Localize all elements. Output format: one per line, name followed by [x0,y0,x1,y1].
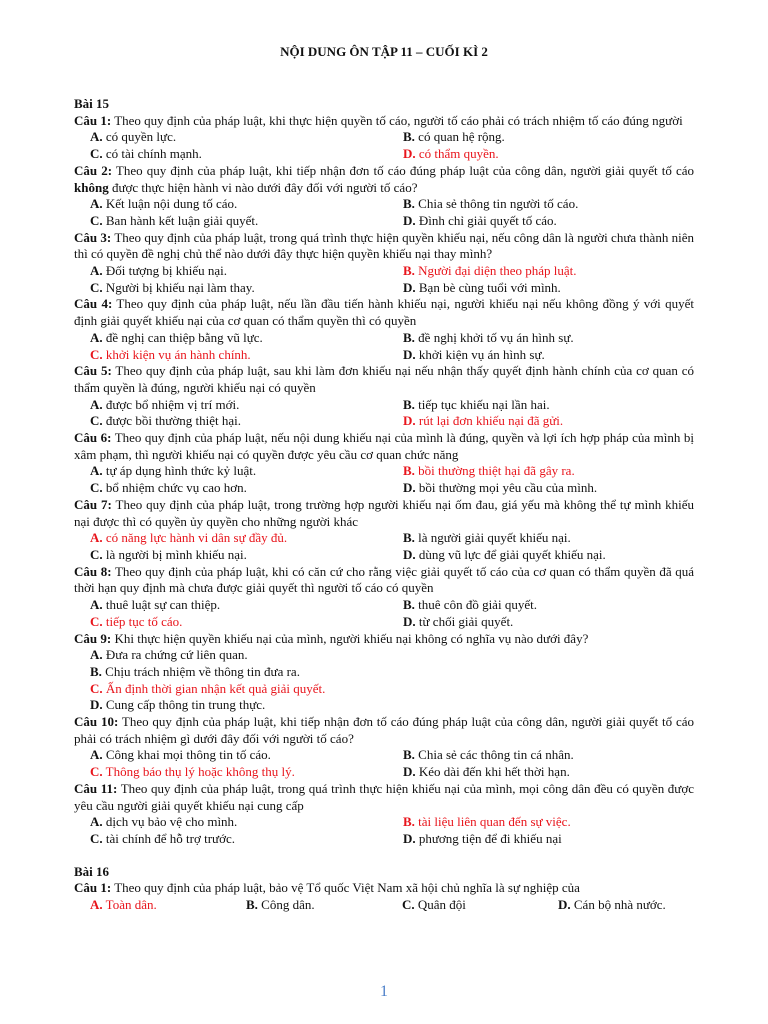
answer-row [74,347,694,364]
option-text: đề nghị khởi tố vụ án hình sự. [414,329,574,345]
option-text: có năng lực hành vi dân sự đầy đủ. [102,530,288,546]
answer-option [403,129,716,146]
question-label: Câu 11: [74,780,118,796]
answer-row [74,814,694,831]
option-text: Công khai mọi thông tin tố cáo. [102,747,271,763]
answer-row [74,764,694,781]
correct-answer-option [403,413,716,430]
option-key: C. [90,279,103,295]
answer-row [74,647,694,664]
question-stem: Khi thực hiện quyền khiếu nại của mình, người khiếu nại không có nghĩa vụ nào dưới đây? [111,630,589,646]
option-text: được bổ nhiệm vị trí mới. [102,396,240,412]
option-text: rút lại đơn khiếu nại đã gửi. [415,413,564,429]
question-text [74,714,694,747]
answer-option [403,547,716,564]
option-text: bổ nhiệm chức vụ cao hơn. [102,480,247,496]
answer-row [74,463,694,480]
option-key: B. [403,814,415,830]
option-text: có quyền lực. [102,129,177,145]
question-label: Câu 7: [74,496,112,512]
question-label: Câu 2: [74,162,113,178]
option-key: B. [403,530,415,546]
question-text [74,363,694,396]
option-key: C. [90,346,103,362]
option-text: thuê luật sự can thiệp. [102,597,221,613]
correct-answer-option [90,897,246,914]
option-text: khởi kiện vụ án hình sự. [415,346,545,362]
option-text: từ chối giải quyết. [415,613,514,629]
answer-option [90,463,403,480]
answer-row [74,664,694,681]
option-text: Chia sẻ thông tin người tố cáo. [414,196,579,212]
option-key: C. [90,546,103,562]
answer-row [74,597,694,614]
correct-answer-option [90,681,325,696]
option-key: D. [403,413,416,429]
answer-option [558,897,714,914]
correct-answer-option [90,614,403,631]
option-text: tài liệu liên quan đến sự việc. [414,814,571,830]
answer-row [74,280,694,297]
option-key: C. [90,764,103,780]
option-key: A. [90,463,103,479]
option-text: Quân đội [414,897,466,913]
option-key: B. [403,263,415,279]
answer-row [74,397,694,414]
question-stem: Theo quy định của pháp luật, trong quá trình thực hiện quyền khiếu nại, nếu công dân là người chưa thành niên thì có quyền đề nghị chủ thể nào dưới đây thực hiện quyền khiếu nại thay mình? [74,229,695,262]
option-key: A. [90,396,103,412]
option-key: D. [558,897,571,913]
answer-option [403,480,716,497]
section-heading: Bài 15 [74,96,110,111]
question-stem: Theo quy định của pháp luật, khi tiếp nhận đơn tố cáo đúng pháp luật của công dân, người giải quyết tố cáo phải có trách nhiệm gì dưới đây đối với người tố cáo? [74,714,694,746]
answer-option [90,413,403,430]
answer-option [90,747,403,764]
option-key: C. [402,897,415,913]
option-key: D. [403,346,416,362]
answer-row [74,480,694,497]
question-stem: Theo quy định của pháp luật, khi tiếp nhận đơn tố cáo đúng pháp luật của công dân, người giải quyết tố cáo [112,162,694,178]
option-key: A. [90,597,103,613]
option-key: D. [403,279,416,295]
answer-option [90,697,265,712]
document-content [74,96,694,914]
answer-row [74,697,694,714]
answer-option [403,280,716,297]
question-label: Câu 10: [74,714,119,730]
option-key: A. [90,263,103,279]
answer-row [74,681,694,698]
answer-option [246,897,402,914]
answer-row [74,213,694,230]
option-key: D. [403,480,416,496]
option-text: có tài chính mạnh. [102,146,202,162]
option-key: D. [403,613,416,629]
question-label: Câu 3: [74,229,112,245]
question-text [74,163,694,196]
answer-row [74,263,694,280]
correct-answer-option [403,814,716,831]
option-text: khởi kiện vụ án hành chính. [102,346,251,362]
option-text: Người bị khiếu nại làm thay. [102,279,255,295]
answer-row [74,330,694,347]
question-stem: Theo quy định của pháp luật, nếu lần đầu tiến hành khiếu nại, người khiếu nại nếu không đồng ý với quyết định giải quyết khiếu nại của cơ quan có thẩm quyền thì có quyền [74,296,694,329]
answer-row [74,831,694,848]
option-text: tiếp tục khiếu nại lần hai. [414,396,550,412]
option-key: A. [90,647,103,663]
option-key: B. [403,396,415,412]
option-text: tài chính để hỗ trợ trước. [102,830,235,846]
option-text: Toàn dân. [102,897,157,913]
question-text [74,113,694,130]
question-label: Câu 1: [74,880,112,896]
option-key: B. [403,329,415,345]
option-text: Kết luận nội dung tố cáo. [102,196,238,212]
option-key: C. [90,413,103,429]
option-key: B. [403,747,415,763]
option-key: A. [90,329,103,345]
answer-option [402,897,558,914]
option-text: có quan hệ rộng. [414,129,505,145]
answer-option [403,213,716,230]
option-key: C. [90,830,103,846]
answer-option [403,347,716,364]
option-key: C. [90,212,103,228]
option-text: bồi thường thiệt hại đã gây ra. [414,463,575,479]
answer-option [90,647,248,662]
correct-answer-option [403,463,716,480]
question-label: Câu 6: [74,430,112,446]
answer-option [90,480,403,497]
option-text: Công dân. [257,897,315,913]
option-text: Đình chỉ giải quyết tố cáo. [415,212,557,228]
option-text: Ấn định thời gian nhận kết quả giải quyết. [102,680,326,696]
option-key: B. [246,897,258,913]
option-key: B. [403,129,415,145]
answer-row [74,413,694,430]
answer-option [90,129,403,146]
option-text: Cán bộ nhà nước. [570,897,666,913]
option-key: C. [90,480,103,496]
question-label: Câu 9: [74,630,112,646]
question-text [74,564,694,597]
option-text: Kéo dài đến khi hết thời hạn. [415,764,570,780]
question-stem: Theo quy định của pháp luật, bảo vệ Tổ quốc Việt Nam xã hội chủ nghĩa là sự nghiệp của [111,880,580,896]
answer-option [403,764,716,781]
option-text: Ban hành kết luận giải quyết. [102,212,259,228]
correct-answer-option [403,263,716,280]
option-key: D. [90,697,103,713]
question-text [74,430,694,463]
question-text [74,230,694,263]
option-text: có thẩm quyền. [415,146,499,162]
option-key: A. [90,129,103,145]
question-label: Câu 8: [74,563,112,579]
question-stem: Theo quy định của pháp luật, sau khi làm đơn khiếu nại nếu nhận thấy quyết định hành chính của cơ quan có thẩm quyền là đúng, người khiếu nại có quyền [74,363,694,395]
option-key: C. [90,680,103,696]
answer-option [403,530,716,547]
answer-row [74,614,694,631]
answer-option [90,146,403,163]
option-key: A. [90,196,103,212]
option-text: Người đại diện theo pháp luật. [414,263,577,279]
answer-option [403,330,716,347]
page-number: 1 [380,983,388,1000]
correct-answer-option [403,146,716,163]
answer-option [403,831,716,848]
question-text [74,631,694,648]
option-text: Cung cấp thông tin trung thực. [102,697,266,713]
question-emphasis: không [74,179,109,195]
answer-option [90,330,403,347]
question-stem: Theo quy định của pháp luật, khi thực hiện quyền tố cáo, người tố cáo phải có trách nhiệm tố cáo đúng người [111,112,683,128]
option-text: Thông báo thụ lý hoặc không thụ lý. [102,764,295,780]
option-text: thuê côn đồ giải quyết. [414,597,537,613]
option-key: D. [403,764,416,780]
option-key: D. [403,830,416,846]
option-text: Bạn bè cùng tuổi với mình. [415,279,561,295]
option-key: D. [403,546,416,562]
answer-option [90,196,403,213]
option-key: D. [403,146,416,162]
answer-option [403,196,716,213]
question-text [74,296,694,329]
question-label: Câu 5: [74,363,112,379]
answer-option [90,831,403,848]
option-key: B. [403,196,415,212]
option-text: dùng vũ lực để giải quyết khiếu nại. [415,546,606,562]
answer-option [90,814,403,831]
answer-option [90,397,403,414]
correct-answer-option [90,530,403,547]
option-text: dịch vụ bảo vệ cho mình. [102,814,238,830]
option-text: là người giải quyết khiếu nại. [414,530,571,546]
question-label: Câu 1: [74,112,112,128]
answer-option [403,614,716,631]
correct-answer-option [90,764,403,781]
answer-row [74,146,694,163]
answer-option [403,397,716,414]
option-key: C. [90,613,103,629]
answer-row [74,897,694,914]
question-text [74,781,694,814]
answer-option [90,263,403,280]
option-text: tự áp dụng hình thức kỷ luật. [102,463,257,479]
option-key: C. [90,146,103,162]
option-text: Đối tượng bị khiếu nại. [102,263,228,279]
option-key: B. [403,597,415,613]
page-title: NỘI DUNG ÔN TẬP 11 – CUỐI KÌ 2 [280,44,488,59]
option-key: A. [90,897,103,913]
answer-option [90,597,403,614]
correct-answer-option [90,347,403,364]
question-stem: Theo quy định của pháp luật, khi có căn cứ cho rằng việc giải quyết tố cáo của cơ quan có thẩm quyền đã quá thời hạn quy định mà chưa được giải quyết thì người tố cáo có quyền [74,563,694,596]
option-key: D. [403,212,416,228]
answer-option [90,664,300,679]
question-stem: Theo quy định của pháp luật, trong quá trình thực hiện khiếu nại của mình, mọi công dân đều có quyền được yêu cầu người giải quyết khiếu nại cung cấp [74,780,694,813]
option-key: B. [403,463,415,479]
answer-option [403,597,716,614]
option-text: Đưa ra chứng cứ liên quan. [102,647,248,663]
option-text: tiếp tục tố cáo. [102,613,183,629]
question-stem: Theo quy định của pháp luật, nếu nội dung khiếu nại của mình là đúng, quyền và lợi ích hợp pháp của mình bị xâm phạm, thì người khiếu nại có quyền được yêu cầu cơ quan chức năng [74,430,694,462]
question-stem: Theo quy định của pháp luật, trong trường hợp người khiếu nại ốm đau, giá yếu mà không thể tự mình khiếu nại được thì có quyền ủy quyền cho những người khác [74,496,694,529]
answer-option [90,213,403,230]
section-heading: Bài 16 [74,863,110,879]
answer-option [403,747,716,764]
answer-row [74,196,694,213]
option-text: Chịu trách nhiệm về thông tin đưa ra. [101,663,300,679]
option-text: phương tiện để đi khiếu nại [415,830,562,846]
answer-option [90,547,403,564]
option-text: đề nghị can thiệp bằng vũ lực. [102,329,263,345]
answer-row [74,747,694,764]
answer-row [74,129,694,146]
option-key: B. [90,663,102,679]
answer-row [74,547,694,564]
option-key: A. [90,530,103,546]
question-text [74,497,694,530]
option-text: là người bị mình khiếu nại. [102,546,247,562]
answer-row [74,530,694,547]
answer-option [90,280,403,297]
option-text: Chia sẻ các thông tin cá nhân. [414,747,574,763]
option-text: bồi thường mọi yêu cầu của mình. [415,480,598,496]
question-text [74,880,694,897]
question-stem: được thực hiện hành vi nào dưới đây đối với người tố cáo? [108,179,418,195]
option-key: A. [90,814,103,830]
option-key: A. [90,747,103,763]
question-label: Câu 4: [74,296,113,312]
option-text: được bồi thường thiệt hại. [102,413,241,429]
